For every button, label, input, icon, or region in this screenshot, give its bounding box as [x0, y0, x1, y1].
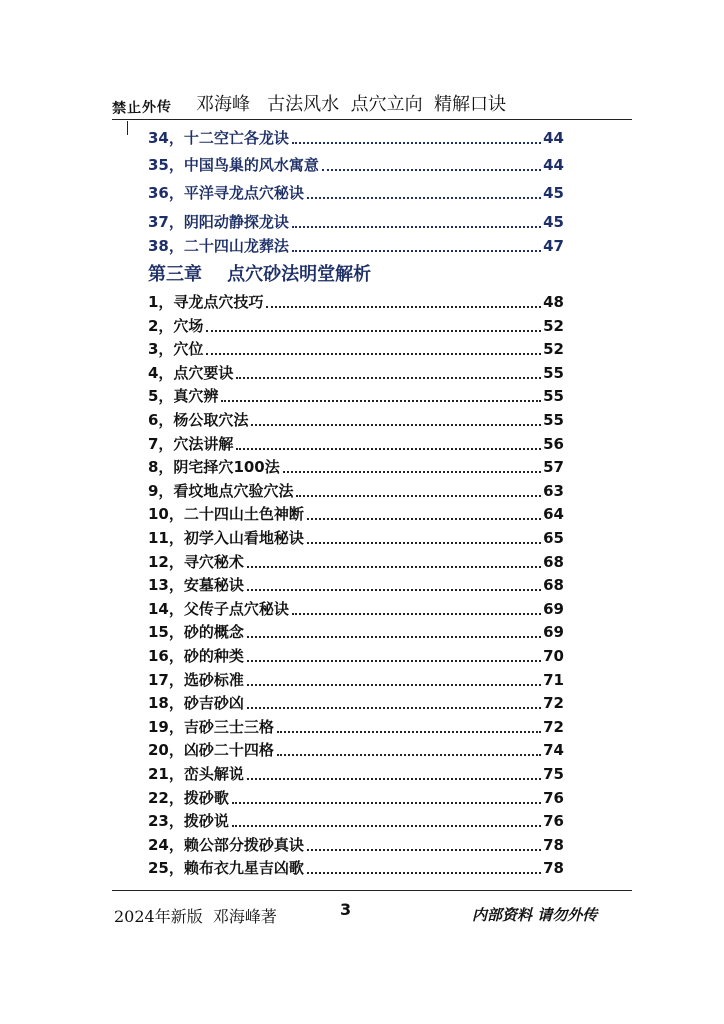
- toc-entry: [148, 408, 564, 430]
- toc-entry-page: 55: [543, 411, 564, 429]
- toc-entry-page: 78: [543, 836, 564, 854]
- toc-entry: [148, 762, 564, 784]
- toc-entry-title: 8，阴宅择穴100法: [148, 458, 280, 476]
- toc-leader-dots: [307, 849, 541, 851]
- toc-entry: [148, 210, 564, 232]
- toc-entry-title: 35，中国鸟巢的风水寓意: [148, 156, 319, 174]
- toc-entry: [148, 361, 564, 383]
- toc-entry-page: 78: [543, 859, 564, 877]
- toc-entry-page: 72: [543, 694, 564, 712]
- toc-entry-title: 15，砂的概念: [148, 623, 244, 641]
- toc-entry-page: 74: [543, 741, 564, 759]
- toc-entry-title: 23，拨砂说: [148, 812, 229, 830]
- toc-leader-dots: [322, 169, 541, 171]
- toc-entry-title: 12，寻穴秘术: [148, 553, 244, 571]
- toc-entry: [148, 597, 564, 619]
- toc-leader-dots: [247, 566, 541, 568]
- toc-entry: [148, 573, 564, 595]
- toc-entry: [148, 479, 564, 501]
- toc-entry-title: 18，砂吉砂凶: [148, 694, 244, 712]
- toc-entry: [148, 290, 564, 312]
- toc-entry-page: 45: [543, 213, 564, 231]
- toc-leader-dots: [307, 542, 541, 544]
- toc-entry-title: 16，砂的种类: [148, 647, 244, 665]
- toc-entry-title: 19，吉砂三士三格: [148, 718, 274, 736]
- toc-entry-page: 56: [543, 435, 564, 453]
- toc-leader-dots: [236, 448, 541, 450]
- toc-entry-title: 24，赖公部分拨砂真诀: [148, 836, 304, 854]
- toc-entry-page: 47: [543, 237, 564, 255]
- toc-entry-title: 38，二十四山龙葬法: [148, 237, 289, 255]
- toc-entry: [148, 384, 564, 406]
- toc-entry-page: 68: [543, 576, 564, 594]
- toc-leader-dots: [247, 684, 541, 686]
- toc-entry-page: 75: [543, 765, 564, 783]
- toc-entry-page: 76: [543, 812, 564, 830]
- toc-entry-title: 14，父传子点穴秘诀: [148, 600, 289, 618]
- chapter-heading: 第三章 点穴砂法明堂解析: [148, 264, 372, 285]
- toc-entry-page: 70: [543, 647, 564, 665]
- toc-entry: [148, 668, 564, 690]
- toc-entry: [148, 809, 564, 831]
- toc-entry: [148, 644, 564, 666]
- toc-leader-dots: [277, 754, 541, 756]
- toc-entry: [148, 738, 564, 760]
- toc-entry-title: 17，选砂标准: [148, 671, 244, 689]
- toc-entry: [148, 153, 564, 175]
- toc-entry-title: 25，赖布衣九星吉凶歌: [148, 859, 304, 877]
- footer-page-number: 3: [340, 900, 352, 919]
- toc-entry: [148, 181, 564, 203]
- toc-leader-dots: [266, 306, 541, 308]
- toc-leader-dots: [232, 825, 541, 827]
- toc-leader-dots: [247, 660, 541, 662]
- toc-entry-title: 9，看坟地点穴验穴法: [148, 482, 294, 500]
- toc-entry-page: 44: [543, 129, 564, 147]
- toc-leader-dots: [292, 250, 541, 252]
- toc-entry-title: 11，初学入山看地秘诀: [148, 529, 304, 547]
- toc-entry-page: 69: [543, 600, 564, 618]
- toc-leader-dots: [277, 731, 541, 733]
- toc-entry-title: 3，穴位: [148, 340, 204, 358]
- toc-leader-dots: [283, 471, 541, 473]
- toc-entry: [148, 455, 564, 477]
- toc-leader-dots: [307, 197, 541, 199]
- toc-entry-title: 7，穴法讲解: [148, 435, 234, 453]
- toc-entry-page: 63: [543, 482, 564, 500]
- toc-entry-page: 69: [543, 623, 564, 641]
- header-rule-tick: [127, 121, 128, 135]
- footer-rule: [112, 890, 632, 891]
- toc-entry: [148, 856, 564, 878]
- header-stamp: 禁止外传: [111, 98, 173, 118]
- toc-leader-dots: [206, 353, 541, 355]
- toc-leader-dots: [247, 589, 541, 591]
- toc-entry: [148, 550, 564, 572]
- toc-entry-page: 52: [543, 340, 564, 358]
- toc-entry-page: 65: [543, 529, 564, 547]
- toc-leader-dots: [206, 330, 541, 332]
- toc-entry-page: 45: [543, 184, 564, 202]
- toc-leader-dots: [221, 400, 541, 402]
- toc-entry-title: 37，阴阳动静探龙诀: [148, 213, 289, 231]
- toc-leader-dots: [292, 142, 541, 144]
- toc-entry: [148, 502, 564, 524]
- toc-leader-dots: [292, 613, 541, 615]
- toc-entry: [148, 691, 564, 713]
- toc-entry: [148, 786, 564, 808]
- toc-entry: [148, 833, 564, 855]
- toc-leader-dots: [236, 377, 541, 379]
- header-rule: [112, 119, 632, 120]
- footer-edition: 2024年新版 邓海峰著: [114, 907, 277, 926]
- toc-entry-page: 72: [543, 718, 564, 736]
- toc-leader-dots: [292, 226, 541, 228]
- toc-entry-title: 1，寻龙点穴技巧: [148, 293, 264, 311]
- toc-entry-page: 76: [543, 789, 564, 807]
- toc-entry-page: 52: [543, 317, 564, 335]
- toc-entry-title: 6，杨公取穴法: [148, 411, 249, 429]
- toc-entry: [148, 715, 564, 737]
- toc-leader-dots: [251, 424, 541, 426]
- toc-leader-dots: [247, 778, 541, 780]
- toc-entry-title: 10，二十四山土色神断: [148, 505, 304, 523]
- toc-entry: [148, 314, 564, 336]
- toc-leader-dots: [307, 872, 541, 874]
- toc-entry: [148, 432, 564, 454]
- toc-leader-dots: [232, 802, 541, 804]
- toc-entry-title: 34，十二空亡各龙诀: [148, 129, 289, 147]
- toc-entry-title: 13，安墓秘诀: [148, 576, 244, 594]
- toc-entry-title: 21，峦头解说: [148, 765, 244, 783]
- toc-entry: [148, 337, 564, 359]
- toc-entry-title: 2，穴场: [148, 317, 204, 335]
- toc-entry-page: 44: [543, 156, 564, 174]
- toc-entry-page: 68: [543, 553, 564, 571]
- toc-entry-page: 71: [543, 671, 564, 689]
- toc-entry: [148, 526, 564, 548]
- toc-entry-title: 5，真穴辨: [148, 387, 219, 405]
- toc-entry-page: 55: [543, 387, 564, 405]
- toc-entry-page: 48: [543, 293, 564, 311]
- toc-entry-title: 36，平洋寻龙点穴秘诀: [148, 184, 304, 202]
- toc-entry: [148, 234, 564, 256]
- toc-entry-title: 4，点穴要诀: [148, 364, 234, 382]
- toc-entry-title: 22，拨砂歌: [148, 789, 229, 807]
- toc-entry: [148, 620, 564, 642]
- toc-entry: [148, 126, 564, 148]
- toc-leader-dots: [247, 636, 541, 638]
- page-header: [0, 0, 724, 120]
- toc-leader-dots: [247, 707, 541, 709]
- toc-entry-page: 57: [543, 458, 564, 476]
- toc-entry-page: 64: [543, 505, 564, 523]
- footer-notice: 内部资料 请勿外传: [472, 906, 598, 924]
- toc-leader-dots: [296, 495, 541, 497]
- toc-leader-dots: [307, 518, 541, 520]
- header-title: 邓海峰 古法风水 点穴立向 精解口诀: [196, 94, 507, 115]
- toc-entry-page: 55: [543, 364, 564, 382]
- toc-entry-title: 20，凶砂二十四格: [148, 741, 274, 759]
